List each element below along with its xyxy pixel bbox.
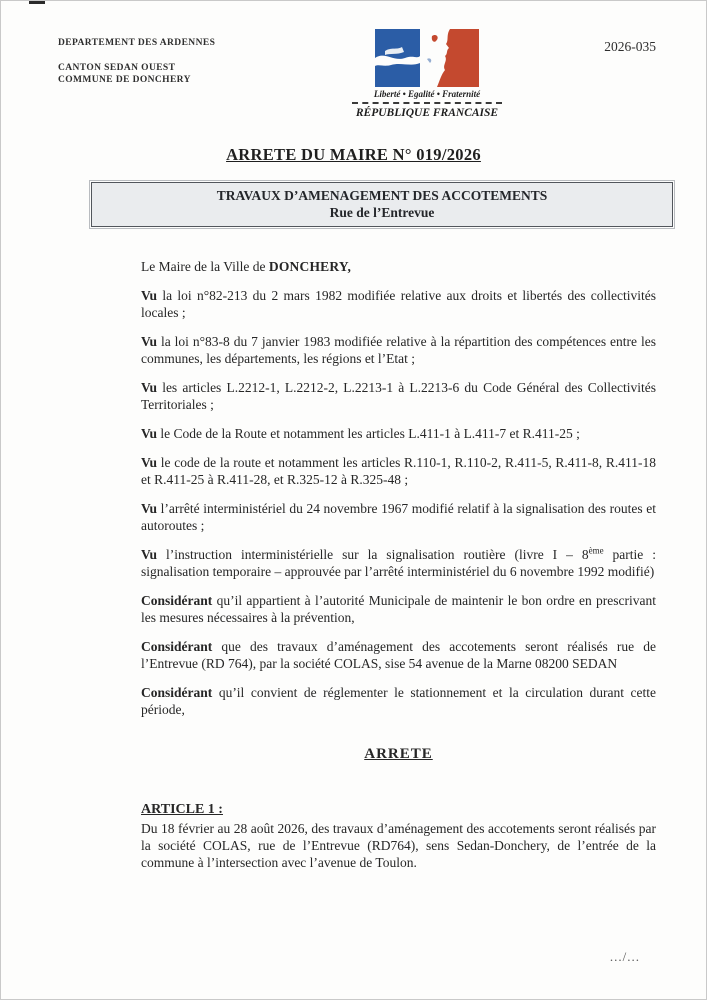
recital-lead: Vu (141, 547, 158, 562)
recital-paragraph (141, 287, 656, 321)
recital-paragraph (141, 500, 656, 534)
recital-lead: Vu (141, 426, 158, 441)
recital-text: le code de la route et notamment les articles R.110-1, R.110-2, R.411-5, R.411-8, R.411-18 et R.411-25 à R.411-28, et R.325-12 à R.325-48 ; (141, 455, 657, 487)
recital-text: que des travaux d’aménagement des accotements seront réalisés rue de l’Entrevue (RD 764), par la société COLAS, sise 54 avenue de la Marne 08200 SEDAN (141, 639, 656, 671)
document-reference-number: 2026-035 (604, 39, 656, 54)
recital-paragraph (141, 333, 656, 367)
recital-lead: Vu (141, 501, 158, 516)
subject-line-1: TRAVAUX D’AMENAGEMENT DES ACCOTEMENTS (216, 188, 548, 203)
subject-line-2: Rue de l’Entrevue (329, 205, 435, 220)
recital-lead: Vu (141, 455, 158, 470)
arrete-heading (141, 746, 656, 763)
recital-paragraph (141, 592, 656, 626)
recital-lead: Vu (141, 288, 158, 303)
republique-francaise-logo (352, 29, 502, 119)
logo-divider (352, 102, 502, 104)
canton-label: CANTON SEDAN OUEST (58, 63, 176, 73)
recital-lead: Considérant (141, 593, 213, 608)
marianne-flag-icon (375, 29, 479, 87)
intro-city: DONCHERY, (268, 259, 352, 274)
department-label: DEPARTEMENT DES ARDENNES (58, 38, 216, 48)
recital-paragraph (141, 546, 656, 580)
recital-paragraph (141, 454, 656, 488)
recital-lead: Considérant (141, 685, 213, 700)
recital-text: qu’il appartient à l’autorité Municipale de maintenir le bon ordre en prescrivant les mesures nécessaires à la prévention, (141, 593, 657, 625)
recital-paragraph (141, 379, 656, 413)
commune-label: COMMUNE DE DONCHERY (58, 75, 191, 85)
document-title (1, 145, 706, 165)
recital-lead: Vu (141, 334, 158, 349)
recital-text-part2: partie : signalisation temporaire – approuvée par l’arrêté interministériel du 6 novembre 1992 modifié) (141, 547, 657, 579)
article-1-heading: ARTICLE 1 : (141, 802, 223, 817)
scan-artifact (29, 1, 45, 4)
document-title-text: ARRETE DU MAIRE N° 019/2026 (226, 145, 481, 164)
recital-text: l’arrêté interministériel du 24 novembre 1967 modifié relatif à la signalisation des routes et autoroutes ; (141, 501, 656, 533)
recital-text: qu’il convient de réglementer le stationnement et la circulation durant cette période, (141, 685, 657, 717)
page-continuation-marker: .../... (609, 949, 640, 964)
recital-text: le Code de la Route et notamment les articles L.411-1 à L.411-7 et R.411-25 ; (160, 426, 580, 441)
article-1-section (141, 801, 656, 871)
recital-text: la loi n°83-8 du 7 janvier 1983 modifiée relative à la répartition des compétences entre les communes, les départements, les régions et l’Etat ; (141, 334, 656, 366)
recital-text: la loi n°82-213 du 2 mars 1982 modifiée relative aux droits et libertés des collectivités locales ; (141, 288, 656, 320)
recital-text-part1: l’instruction interministérielle sur la signalisation routière (livre I – 8 (166, 547, 589, 562)
logo-motto: Liberté • Egalité • Fraternité (373, 89, 481, 99)
recital-paragraph (141, 638, 656, 672)
recital-text: les articles L.2212-1, L.2212-2, L.2213-1 à L.2213-6 du Code Général des Collectivités Territoriales ; (141, 380, 656, 412)
subject-box (91, 182, 673, 227)
issuing-authority-block (58, 37, 288, 86)
arrete-heading-text: ARRETE (364, 746, 433, 762)
document-header (1, 1, 706, 119)
intro-paragraph (141, 258, 656, 275)
recital-paragraph (141, 425, 656, 442)
intro-prefix: Le Maire de la Ville de (141, 259, 269, 274)
recital-superscript: ème (588, 545, 604, 556)
document-body (141, 258, 656, 871)
logo-republic-label: RÉPUBLIQUE FRANCAISE (355, 107, 499, 119)
recital-lead: Considérant (141, 639, 213, 654)
article-1-text: Du 18 février au 28 août 2026, des travaux d’aménagement des accotements seront réalisés par la société COLAS, rue de l’Entrevue (RD764), sens Sedan-Donchery, de l’entrée de la commune à l’intersection avec l’avenue de Toulon. (141, 821, 656, 870)
recital-paragraph (141, 684, 656, 718)
recital-lead: Vu (141, 380, 158, 395)
